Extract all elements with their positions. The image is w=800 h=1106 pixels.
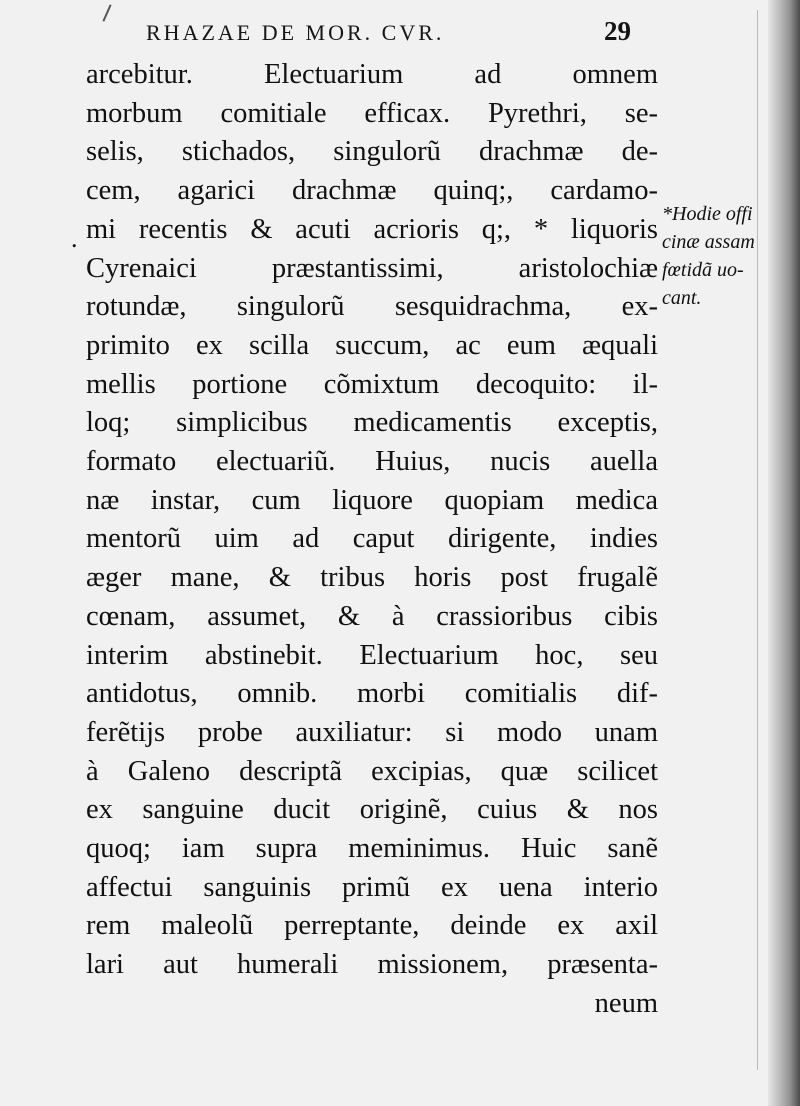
text-line: affectui sanguinis primũ ex uena interio <box>86 871 658 903</box>
body-text <box>86 56 658 1024</box>
text-line: interim abstinebit. Electuarium hoc, seu <box>86 639 658 671</box>
text-line: mellis portione cõmixtum decoquito: il- <box>86 368 658 400</box>
text-line: lari aut humerali missionem, præsenta- <box>86 949 658 981</box>
text-line: antidotus, omnib. morbi comitialis dif- <box>86 678 658 710</box>
page-number: 29 <box>604 16 631 46</box>
page-edge-line <box>757 10 758 1070</box>
text-line: rem maleolũ perreptante, deinde ex axil <box>86 910 658 942</box>
text-line: cœnam, assumet, & à crassioribus cibis <box>86 600 658 632</box>
text-line: selis, stichados, singulorũ drachmæ de- <box>86 136 658 168</box>
text-line: æger mane, & tribus horis post frugalẽ <box>86 562 658 594</box>
text-line: morbum comitiale efficax. Pyrethri, se- <box>86 97 658 129</box>
text-line: primito ex scilla succum, ac eum æquali <box>86 329 658 361</box>
text-line: loq; simplicibus medicamentis exceptis, <box>86 407 658 439</box>
page-gutter-shadow <box>768 0 800 1106</box>
text-line: ferẽtijs probe auxiliatur: si modo unam <box>86 716 658 748</box>
text-line: quoq; iam supra meminimus. Huic sanẽ <box>86 833 658 865</box>
marginal-note-line: *Hodie offi <box>662 203 753 225</box>
catchword: neum <box>594 987 658 1019</box>
text-line: rotundæ, singulorũ sesquidrachma, ex- <box>86 291 658 323</box>
text-line: à Galeno descriptã excipias, quæ scilicet <box>86 755 658 787</box>
text-line: cem, agarici drachmæ quinq;, cardamo- <box>86 175 658 207</box>
running-title: RHAZAE DE MOR. CVR. <box>146 20 445 45</box>
text-line: mentorũ uim ad caput dirigente, indies <box>86 523 658 555</box>
marginal-note-line: cinæ assam <box>662 231 755 253</box>
marginal-note-line: fœtidã uo- <box>662 259 744 281</box>
margin-dot-mark: . <box>71 224 78 253</box>
text-line: arcebitur. Electuarium ad omnem <box>86 59 658 90</box>
text-line: mi recentis & acuti acrioris q;, * liquoris <box>86 213 658 245</box>
text-line: formato electuariũ. Huius, nucis auella <box>86 446 658 478</box>
corner-mark <box>102 4 111 21</box>
marginal-note-line: cant. <box>662 287 702 309</box>
text-line: Cyrenaici præstantissimi, aristolochiæ <box>86 252 658 284</box>
text-line: næ instar, cum liquore quopiam medica <box>86 484 658 516</box>
text-line: ex sanguine ducit originẽ, cuius & nos <box>86 794 658 826</box>
